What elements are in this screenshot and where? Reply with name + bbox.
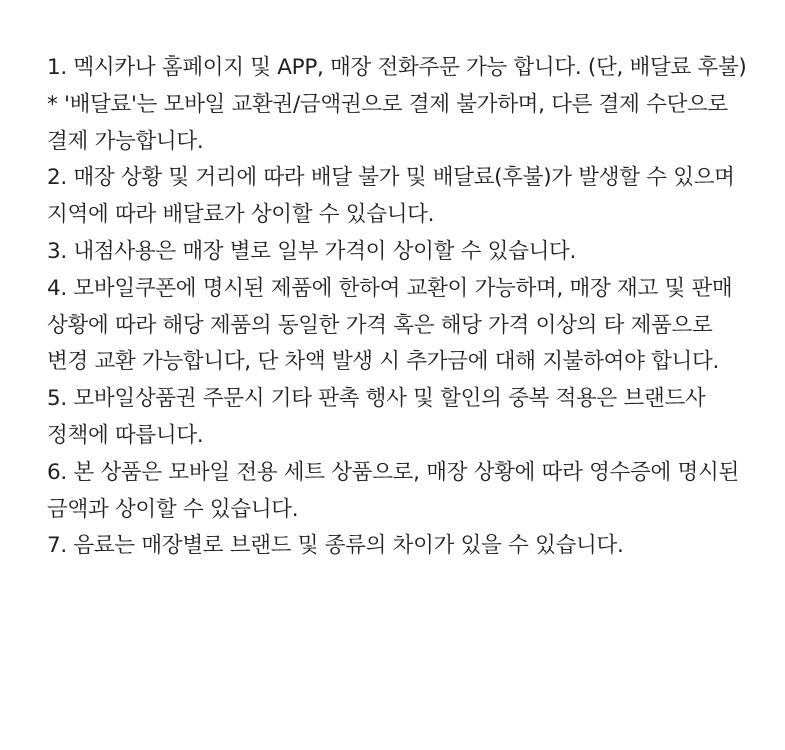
- notice-item-2: 2. 매장 상황 및 거리에 따라 배달 불가 및 배달료(후불)가 발생할 수 있으며 지역에 따라 배달료가 상이할 수 있습니다.: [47, 165, 735, 228]
- notice-item-7: 7. 음료는 매장별로 브랜드 및 종류의 차이가 있을 수 있습니다.: [47, 533, 624, 559]
- notice-item-3: 3. 내점사용은 매장 별로 일부 가격이 상이할 수 있습니다.: [47, 238, 577, 264]
- notice-item-4: 4. 모바일쿠폰에 명시된 제품에 한하여 교환이 가능하며, 매장 재고 및 판매 상황에 따라 해당 제품의 동일한 가격 혹은 해당 가격 이상의 타 제품으로 변경 교환 가능합니다, 단 차액 발생 시 추가금에 대해 지불하여야 합니다.: [47, 275, 733, 375]
- notice-item-1: 1. 멕시카나 홈페이지 및 APP, 매장 전화주문 가능 합니다. (단, 배달료 후불): [47, 55, 747, 80]
- notice-item-5: 5. 모바일상품권 주문시 기타 판촉 행사 및 할인의 중복 적용은 브랜드사 정책에 따릅니다.: [47, 386, 706, 448]
- notice-text-block: [47, 50, 759, 565]
- notice-item-6: 6. 본 상품은 모바일 전용 세트 상품으로, 매장 상황에 따라 영수증에 명시된 금액과 상이할 수 있습니다.: [47, 459, 739, 522]
- notice-item-payment-note: * '배달료'는 모바일 교환권/금액권으로 결제 불가하며, 다른 결제 수단으로 결제 가능합니다.: [47, 91, 729, 154]
